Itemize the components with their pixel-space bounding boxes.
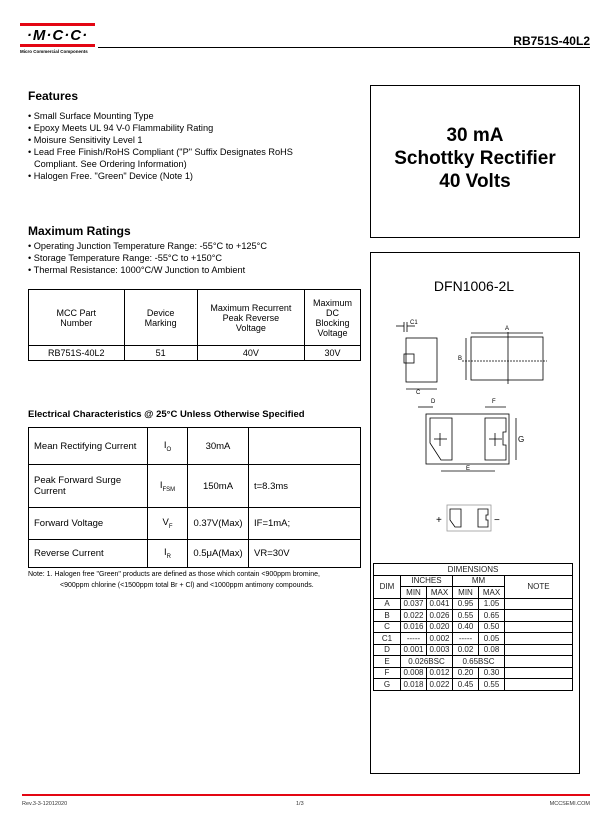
dimension-cell: 0.003	[427, 644, 453, 656]
polarity-plus: +	[436, 515, 442, 526]
dimension-cell: 0.008	[401, 667, 427, 679]
dimension-cell: G	[374, 679, 401, 691]
symbol: $I_{FSM}$	[148, 465, 188, 508]
note-cell	[505, 644, 573, 656]
dimension-cell: 0.55	[479, 679, 505, 691]
dimension-row	[374, 656, 573, 668]
dimension-cell: 1.05	[479, 598, 505, 610]
dimension-cell: 0.45	[453, 679, 479, 691]
condition: VR=30V	[249, 540, 361, 568]
note-line-1: Note: 1. Halogen free "Green" products are defined as those which contain <900ppm bromine,	[28, 571, 320, 578]
dimension-row	[374, 610, 573, 622]
dimension-cell: F	[374, 667, 401, 679]
dimension-cell: B	[374, 610, 401, 622]
dimension-cell: 0.50	[479, 621, 505, 633]
dimension-row	[374, 598, 573, 610]
top-view	[462, 332, 547, 384]
feature-item: • Halogen Free. "Green" Device (Note 1)	[28, 170, 328, 182]
dimension-cell: 0.55	[453, 610, 479, 622]
polarity-minus: −	[494, 515, 500, 526]
label-d: D	[431, 399, 436, 405]
dimension-cell: A	[374, 598, 401, 610]
dimension-cell: 0.08	[479, 644, 505, 656]
cell: 51	[124, 346, 197, 361]
dimension-cell: 0.30	[479, 667, 505, 679]
dimension-cell: 0.022	[427, 679, 453, 691]
dimension-row	[374, 679, 573, 691]
dimension-cell: D	[374, 644, 401, 656]
note-line-2: <900ppm chlorine (<1500ppm total Br + Cl) and <1000ppm antimony compounds.	[60, 582, 314, 589]
footer-website: MCCSEMI.COM	[549, 801, 590, 807]
value: 30mA	[188, 428, 249, 465]
dimension-row	[374, 644, 573, 656]
label-f: F	[492, 399, 496, 405]
dimension-cell: E	[374, 656, 401, 668]
condition: t=8.3ms	[249, 465, 361, 508]
label-c1: C1	[410, 320, 418, 326]
electrical-title: Electrical Characteristics @ 25°C Unless Otherwise Specified	[28, 409, 305, 420]
dimension-cell: 0.20	[453, 667, 479, 679]
package-name: DFN1006-2L	[433, 278, 515, 294]
value: 150mA	[188, 465, 249, 508]
param: Mean Rectifying Current	[29, 428, 148, 465]
feature-item: • Small Surface Mounting Type	[28, 110, 328, 122]
note-cell	[505, 679, 573, 691]
rating-item: • Thermal Resistance: 1000°C/W Junction to Ambient	[28, 264, 358, 276]
part-number: RB751S-40L2	[513, 34, 590, 48]
dimension-row	[374, 621, 573, 633]
logo-subtitle: Micro Commercial Components	[20, 49, 88, 54]
header-inches: INCHES	[401, 575, 453, 587]
symbol: $I_R$	[148, 540, 188, 568]
dimension-row	[374, 667, 573, 679]
dimension-cell: 0.018	[401, 679, 427, 691]
value: 0.37V(Max)	[188, 508, 249, 540]
dimension-cell: -----	[453, 633, 479, 645]
param: Forward Voltage	[29, 508, 148, 540]
cell: 40V	[197, 346, 304, 361]
dimension-cell: 0.016	[401, 621, 427, 633]
cell: 30V	[304, 346, 360, 361]
features-title: Features	[28, 89, 79, 103]
header-vdc: Maximum DC Blocking Voltage	[304, 290, 360, 346]
title-current: 30 mA	[446, 125, 504, 146]
label-g: G	[518, 435, 525, 444]
note-cell	[505, 656, 573, 668]
footer-rule	[22, 794, 590, 796]
header-vrrm: Maximum Recurrent Peak Reverse Voltage	[197, 290, 304, 346]
param: Peak Forward Surge Current	[29, 465, 148, 508]
dimension-cell: 0.020	[427, 621, 453, 633]
dimension-cell: 0.05	[479, 633, 505, 645]
dimensions-title: DIMENSIONS	[374, 564, 573, 576]
dimension-row	[374, 633, 573, 645]
header-part-number: MCC Part Number	[29, 290, 125, 346]
label-a: A	[505, 326, 510, 332]
dimension-cell: 0.022	[401, 610, 427, 622]
polarity-marking	[447, 505, 491, 531]
dimension-cell: 0.65BSC	[453, 656, 505, 668]
footer-page: 1/3	[296, 801, 304, 807]
condition: IF=1mA;	[249, 508, 361, 540]
note-cell	[505, 610, 573, 622]
param: Reverse Current	[29, 540, 148, 568]
symbol: $I_O$	[148, 428, 188, 465]
dimension-cell: 0.041	[427, 598, 453, 610]
dimension-cell: C	[374, 621, 401, 633]
header-marking: Device Marking	[124, 290, 197, 346]
dimension-cell: C1	[374, 633, 401, 645]
dimension-cell: 0.012	[427, 667, 453, 679]
dimension-cell: 0.026BSC	[401, 656, 453, 668]
rating-item: • Storage Temperature Range: -55°C to +150°C	[28, 252, 358, 264]
symbol: $V_F$	[148, 508, 188, 540]
header-dim: DIM	[374, 575, 401, 598]
dimensions-table: DIMENSIONS DIM INCHES MM NOTE MIN MAX MIN MAX A 0.037 0.041 0.95 1.05 B 0.022 0.026 0.55 0.65 C 0.016 0.020 0.40 0.50 C1 ----- 0.002 ----- 0.05 D 0.001 0.003 0.02 0.08 E 0.026BSC 0.65BSC F 0.008 0.012 0.20 0.30 G 0.018 0.022 0.45 0.55	[373, 563, 573, 691]
label-e: E	[466, 466, 471, 472]
title-voltage: 40 Volts	[439, 171, 511, 192]
dimension-cell: 0.001	[401, 644, 427, 656]
feature-item: • Moisure Sensitivity Level 1	[28, 134, 328, 146]
dimension-cell: 0.002	[427, 633, 453, 645]
feature-item: • Lead Free Finish/RoHS Compliant ("P" Suffix Designates RoHS Compliant. See Ordering Information)	[28, 146, 328, 170]
feature-item: • Epoxy Meets UL 94 V-0 Flammability Rating	[28, 122, 328, 134]
dimension-cell: 0.026	[427, 610, 453, 622]
side-view	[396, 322, 437, 389]
note-cell	[505, 598, 573, 610]
max-ratings-title: Maximum Ratings	[28, 224, 131, 238]
dimension-cell: 0.65	[479, 610, 505, 622]
note-cell	[505, 667, 573, 679]
header-mm: MM	[453, 575, 505, 587]
dimension-cell: 0.037	[401, 598, 427, 610]
footer-revision: Rev.3-3-12012020	[22, 801, 68, 807]
header-note: NOTE	[505, 575, 573, 598]
note-cell	[505, 633, 573, 645]
dimension-cell: 0.40	[453, 621, 479, 633]
label-c: C	[416, 390, 421, 396]
dimension-cell: 0.95	[453, 598, 479, 610]
value: 0.5μA(Max)	[188, 540, 249, 568]
mcc-logo: ·M·C·C·	[26, 27, 89, 44]
note-cell	[505, 621, 573, 633]
title-type: Schottky Rectifier	[394, 148, 556, 169]
dimension-cell: -----	[401, 633, 427, 645]
cell: RB751S-40L2	[29, 346, 125, 361]
dimension-cell: 0.02	[453, 644, 479, 656]
rating-item: • Operating Junction Temperature Range: -55°C to +125°C	[28, 240, 358, 252]
label-b: B	[458, 356, 463, 362]
bottom-view	[418, 407, 516, 471]
